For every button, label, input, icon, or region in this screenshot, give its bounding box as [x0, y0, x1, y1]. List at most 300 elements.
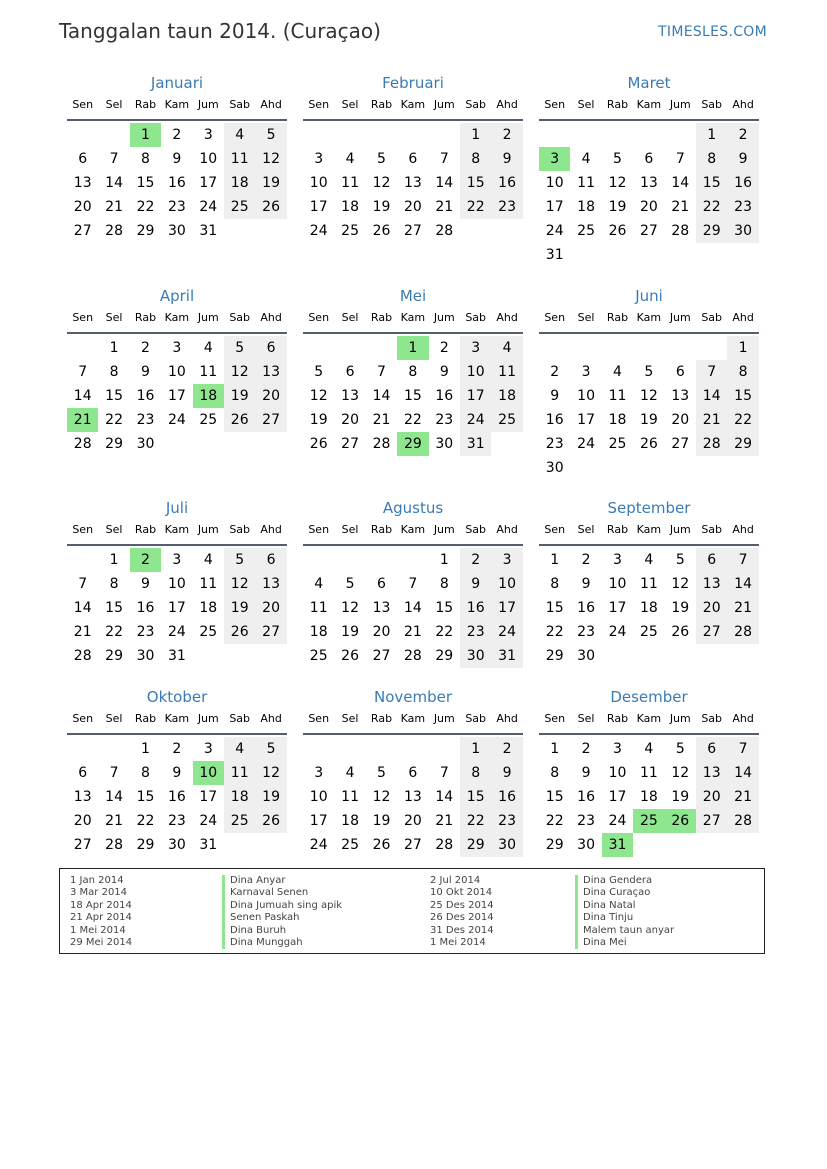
day-cell: 13 [341, 388, 359, 404]
day-cell: 27 [639, 223, 658, 239]
day-cell: 28 [403, 648, 422, 664]
weekday-label: Sen [72, 98, 94, 111]
weekday-label: Jum [197, 311, 219, 324]
day-cell: 11 [577, 175, 595, 191]
day-cell: 14 [696, 384, 727, 408]
holiday-day-cell: 1 [397, 336, 428, 360]
day-cell: 27 [671, 436, 690, 452]
weekday-label: Rab [370, 311, 393, 324]
day-cell: 19 [224, 384, 255, 408]
day-cell: 19 [372, 813, 391, 829]
day-cell: 11 [639, 765, 658, 781]
day-cell: 6 [696, 737, 727, 761]
day-cell: 8 [460, 761, 491, 785]
day-cell: 2 [550, 364, 560, 380]
weekday-label: Sen [72, 712, 94, 725]
weekday-label: Sab [465, 311, 487, 324]
day-cell: 14 [435, 789, 454, 805]
month-november [303, 687, 523, 881]
day-cell: 8 [550, 765, 560, 781]
day-cell: 22 [105, 624, 123, 640]
month-agustus [303, 498, 523, 692]
weekday-header [539, 520, 759, 546]
day-cell: 22 [435, 624, 454, 640]
day-cell: 29 [727, 432, 758, 456]
day-cell: 24 [608, 624, 627, 640]
day-cell: 30 [491, 833, 522, 857]
day-cell: 22 [460, 809, 491, 833]
day-cell: 7 [696, 360, 727, 384]
month-name: April [159, 287, 195, 305]
day-cell: 13 [372, 600, 391, 616]
day-cell: 3 [172, 340, 182, 356]
day-cell: 21 [435, 199, 454, 215]
day-cell: 23 [167, 199, 186, 215]
day-cell: 28 [73, 648, 92, 664]
day-cell: 20 [372, 624, 391, 640]
day-cell: 12 [608, 175, 627, 191]
day-cell: 1 [439, 552, 449, 568]
day-cell: 19 [309, 412, 328, 428]
day-cell: 18 [199, 600, 218, 616]
day-grid [67, 737, 287, 881]
day-cell: 13 [403, 789, 422, 805]
day-cell: 26 [255, 809, 286, 833]
day-cell: 20 [255, 596, 286, 620]
day-cell: 26 [608, 223, 627, 239]
day-cell: 11 [491, 360, 522, 384]
day-cell: 15 [545, 789, 564, 805]
month-mei [303, 286, 523, 480]
weekday-label: Sab [465, 98, 487, 111]
weekday-label: Sab [701, 98, 723, 111]
day-cell: 8 [141, 151, 150, 167]
day-cell: 24 [491, 620, 522, 644]
day-cell: 13 [255, 360, 286, 384]
month-juni [539, 286, 759, 480]
day-cell: 24 [608, 813, 627, 829]
day-cell: 27 [403, 223, 422, 239]
day-cell: 29 [460, 833, 491, 857]
day-cell: 3 [613, 741, 622, 757]
day-cell: 18 [608, 412, 627, 428]
day-cell: 24 [577, 436, 595, 452]
legend-holiday-name: Karnaval Senen [222, 887, 342, 899]
weekday-label: Sen [544, 311, 566, 324]
weekday-header [67, 520, 287, 546]
day-cell: 29 [136, 837, 155, 853]
weekday-label: Jum [197, 712, 219, 725]
day-cell: 7 [675, 151, 685, 167]
weekday-label: Sel [577, 98, 595, 111]
weekday-label: Sab [465, 523, 487, 536]
day-cell: 5 [377, 151, 386, 167]
day-grid [67, 336, 287, 480]
day-cell: 13 [696, 761, 727, 785]
weekday-label: Kam [636, 712, 662, 725]
day-cell: 5 [224, 548, 255, 572]
day-grid [539, 336, 759, 480]
weekday-header [67, 308, 287, 334]
weekday-label: Ahd [260, 311, 282, 324]
month-name: Desember [610, 688, 688, 706]
weekday-label: Jum [433, 523, 455, 536]
month-desember [539, 687, 759, 881]
day-cell: 2 [581, 552, 591, 568]
day-cell: 8 [109, 364, 119, 380]
day-cell: 20 [696, 596, 727, 620]
day-cell: 1 [550, 552, 560, 568]
month-februari [303, 73, 523, 267]
day-cell: 15 [105, 600, 123, 616]
day-cell: 21 [727, 785, 758, 809]
weekday-label: Ahd [260, 98, 282, 111]
brand-link[interactable]: TIMESLES.COM [658, 24, 767, 40]
day-cell: 15 [105, 388, 123, 404]
day-cell: 1 [550, 741, 560, 757]
day-cell: 16 [167, 789, 186, 805]
day-cell: 21 [727, 596, 758, 620]
weekday-label: Sel [105, 712, 123, 725]
day-cell: 11 [224, 147, 255, 171]
day-cell: 28 [727, 809, 758, 833]
weekday-label: Sel [341, 311, 359, 324]
weekday-header [539, 95, 759, 121]
day-cell: 20 [671, 412, 690, 428]
weekday-label: Sen [308, 98, 330, 111]
month-oktober [67, 687, 287, 881]
legend-holiday-name: Dina Munggah [222, 937, 342, 949]
legend-holiday-name: Malem taun anyar [575, 925, 674, 937]
weekday-label: Ahd [732, 712, 754, 725]
weekday-label: Sen [72, 523, 94, 536]
legend-date: 2 Jul 2014 [430, 875, 481, 886]
day-cell: 25 [608, 436, 627, 452]
day-cell: 12 [255, 761, 286, 785]
day-cell: 13 [639, 175, 658, 191]
month-april [67, 286, 287, 480]
weekday-label: Kam [636, 311, 662, 324]
day-cell: 16 [577, 600, 595, 616]
day-cell: 19 [671, 600, 690, 616]
weekday-label: Ahd [496, 523, 518, 536]
day-cell: 19 [671, 789, 690, 805]
day-cell: 25 [224, 195, 255, 219]
day-cell: 28 [372, 436, 391, 452]
weekday-label: Ahd [732, 311, 754, 324]
month-name: Oktober [146, 688, 208, 706]
day-cell: 20 [403, 199, 422, 215]
day-cell: 3 [491, 548, 522, 572]
day-cell: 7 [439, 765, 449, 781]
weekday-label: Sen [544, 98, 566, 111]
weekday-label: Kam [400, 712, 426, 725]
day-cell: 1 [696, 123, 727, 147]
day-cell: 14 [105, 175, 123, 191]
day-cell: 3 [314, 765, 324, 781]
weekday-label: Jum [669, 523, 691, 536]
weekday-label: Kam [400, 98, 426, 111]
weekday-label: Jum [669, 712, 691, 725]
weekday-label: Kam [164, 712, 190, 725]
day-cell: 16 [460, 596, 491, 620]
day-cell: 12 [639, 388, 658, 404]
day-cell: 3 [460, 336, 491, 360]
day-grid [539, 548, 759, 692]
day-cell: 14 [727, 761, 758, 785]
day-cell: 15 [545, 600, 564, 616]
day-cell: 23 [577, 813, 595, 829]
day-cell: 19 [341, 624, 359, 640]
day-cell: 26 [224, 620, 255, 644]
weekday-label: Sel [105, 98, 123, 111]
weekday-label: Jum [433, 712, 455, 725]
day-cell: 4 [581, 151, 591, 167]
weekday-label: Sen [544, 712, 566, 725]
day-cell: 19 [639, 412, 658, 428]
day-cell: 24 [167, 624, 186, 640]
day-cell: 27 [372, 648, 391, 664]
legend-dates-left [70, 875, 132, 949]
day-cell: 3 [172, 552, 182, 568]
day-cell: 18 [639, 600, 658, 616]
day-cell: 25 [577, 223, 595, 239]
weekday-label: Sen [72, 311, 94, 324]
day-cell: 27 [73, 223, 92, 239]
day-cell: 17 [309, 813, 328, 829]
day-cell: 28 [671, 223, 690, 239]
day-cell: 4 [224, 123, 255, 147]
day-cell: 28 [435, 223, 454, 239]
day-cell: 30 [727, 219, 758, 243]
day-cell: 10 [608, 576, 627, 592]
legend-holiday-name: Dina Tinju [575, 912, 674, 924]
day-cell: 2 [141, 340, 150, 356]
weekday-label: Sen [308, 311, 330, 324]
day-cell: 25 [491, 408, 522, 432]
day-cell: 17 [199, 789, 218, 805]
day-cell: 30 [577, 837, 595, 853]
day-cell: 25 [199, 412, 218, 428]
day-cell: 2 [172, 741, 182, 757]
month-maret [539, 73, 759, 267]
day-cell: 30 [545, 460, 564, 476]
day-cell: 31 [199, 837, 218, 853]
weekday-label: Ahd [496, 311, 518, 324]
day-cell: 13 [255, 572, 286, 596]
day-cell: 28 [696, 432, 727, 456]
day-cell: 17 [167, 388, 186, 404]
day-cell: 6 [78, 765, 88, 781]
weekday-label: Sel [341, 523, 359, 536]
day-cell: 11 [224, 761, 255, 785]
day-cell: 18 [491, 384, 522, 408]
weekday-header [67, 95, 287, 121]
weekday-label: Sel [341, 712, 359, 725]
day-cell: 5 [377, 765, 386, 781]
weekday-label: Jum [669, 311, 691, 324]
day-cell: 13 [73, 789, 92, 805]
day-cell: 8 [408, 364, 418, 380]
day-cell: 17 [199, 175, 218, 191]
day-cell: 9 [491, 147, 522, 171]
day-cell: 31 [545, 247, 564, 263]
day-cell: 21 [671, 199, 690, 215]
month-name: Juni [635, 287, 663, 305]
day-cell: 1 [109, 552, 119, 568]
day-cell: 12 [671, 576, 690, 592]
day-cell: 7 [109, 765, 119, 781]
day-cell: 11 [309, 600, 328, 616]
day-cell: 21 [105, 813, 123, 829]
day-cell: 10 [460, 360, 491, 384]
day-cell: 15 [460, 785, 491, 809]
day-cell: 24 [460, 408, 491, 432]
day-cell: 5 [675, 552, 685, 568]
holiday-day-cell: 2 [130, 548, 161, 572]
holiday-day-cell: 1 [130, 123, 161, 147]
day-cell: 19 [224, 596, 255, 620]
weekday-label: Ahd [496, 98, 518, 111]
day-cell: 17 [491, 596, 522, 620]
month-name: Mei [399, 287, 427, 305]
day-cell: 31 [167, 648, 186, 664]
day-cell: 21 [105, 199, 123, 215]
day-cell: 30 [435, 436, 454, 452]
weekday-label: Ahd [732, 523, 754, 536]
day-cell: 22 [136, 199, 155, 215]
legend-date: 1 Mei 2014 [70, 924, 126, 936]
weekday-label: Jum [669, 98, 691, 111]
day-cell: 20 [696, 785, 727, 809]
day-cell: 10 [491, 572, 522, 596]
day-cell: 16 [577, 789, 595, 805]
day-cell: 10 [545, 175, 564, 191]
day-cell: 18 [341, 813, 359, 829]
day-cell: 20 [73, 813, 92, 829]
day-cell: 15 [136, 175, 155, 191]
day-cell: 22 [136, 813, 155, 829]
day-cell: 14 [105, 789, 123, 805]
day-cell: 21 [372, 412, 391, 428]
weekday-label: Sel [341, 98, 359, 111]
day-cell: 24 [545, 223, 564, 239]
day-cell: 7 [377, 364, 386, 380]
day-cell: 11 [199, 576, 218, 592]
day-cell: 7 [727, 548, 758, 572]
weekday-label: Sab [465, 712, 487, 725]
legend-date: 10 Okt 2014 [430, 887, 493, 899]
day-cell: 26 [671, 624, 690, 640]
day-cell: 28 [73, 436, 92, 452]
day-cell: 9 [460, 572, 491, 596]
day-cell: 9 [439, 364, 449, 380]
day-cell: 28 [727, 620, 758, 644]
day-cell: 9 [491, 761, 522, 785]
day-cell: 30 [460, 644, 491, 668]
weekday-label: Rab [606, 98, 629, 111]
day-cell: 23 [167, 813, 186, 829]
day-cell: 12 [671, 765, 690, 781]
day-cell: 22 [545, 624, 564, 640]
holiday-day-cell: 21 [67, 408, 98, 432]
day-grid [539, 737, 759, 881]
day-cell: 4 [345, 765, 355, 781]
day-cell: 29 [435, 648, 454, 664]
weekday-header [303, 308, 523, 334]
day-cell: 15 [727, 384, 758, 408]
legend-date: 3 Mar 2014 [70, 887, 128, 899]
weekday-label: Ahd [260, 712, 282, 725]
day-cell: 11 [341, 175, 359, 191]
month-name: November [373, 688, 453, 706]
weekday-label: Rab [370, 98, 393, 111]
weekday-label: Sab [701, 712, 723, 725]
day-cell: 18 [224, 785, 255, 809]
day-cell: 1 [727, 336, 758, 360]
day-cell: 7 [727, 737, 758, 761]
day-cell: 11 [608, 388, 627, 404]
legend-holiday-name: Dina Jumuah sing apik [222, 900, 342, 912]
day-cell: 26 [639, 436, 658, 452]
day-cell: 24 [167, 412, 186, 428]
day-cell: 9 [172, 151, 182, 167]
weekday-label: Kam [164, 98, 190, 111]
legend-date: 25 Des 2014 [430, 899, 494, 911]
day-cell: 1 [460, 737, 491, 761]
day-cell: 13 [696, 572, 727, 596]
weekday-label: Kam [636, 98, 662, 111]
weekday-label: Sen [308, 523, 330, 536]
day-cell: 5 [255, 737, 286, 761]
day-grid [303, 548, 523, 692]
day-cell: 6 [408, 151, 418, 167]
weekday-label: Ahd [260, 523, 282, 536]
day-cell: 10 [309, 789, 328, 805]
day-cell: 15 [136, 789, 155, 805]
day-cell: 7 [78, 576, 88, 592]
weekday-label: Sel [105, 523, 123, 536]
day-cell: 25 [224, 809, 255, 833]
day-cell: 27 [341, 436, 359, 452]
day-cell: 4 [203, 340, 213, 356]
day-cell: 14 [671, 175, 690, 191]
day-cell: 26 [341, 648, 359, 664]
day-cell: 5 [255, 123, 286, 147]
day-cell: 2 [172, 127, 182, 143]
weekday-label: Ahd [732, 98, 754, 111]
day-cell: 22 [545, 813, 564, 829]
day-cell: 10 [167, 576, 186, 592]
day-cell: 3 [203, 127, 213, 143]
day-cell: 6 [78, 151, 88, 167]
day-cell: 12 [341, 600, 359, 616]
day-cell: 30 [136, 436, 155, 452]
day-grid [303, 123, 523, 267]
weekday-header [303, 95, 523, 121]
day-cell: 4 [345, 151, 355, 167]
day-cell: 9 [141, 576, 150, 592]
day-cell: 3 [203, 741, 213, 757]
day-cell: 10 [167, 364, 186, 380]
weekday-header [67, 709, 287, 735]
legend-holiday-name: Dina Gendera [575, 875, 674, 887]
holiday-day-cell: 29 [397, 432, 428, 456]
day-cell: 9 [581, 765, 591, 781]
day-cell: 20 [341, 412, 359, 428]
day-cell: 25 [639, 624, 658, 640]
day-cell: 27 [255, 408, 286, 432]
